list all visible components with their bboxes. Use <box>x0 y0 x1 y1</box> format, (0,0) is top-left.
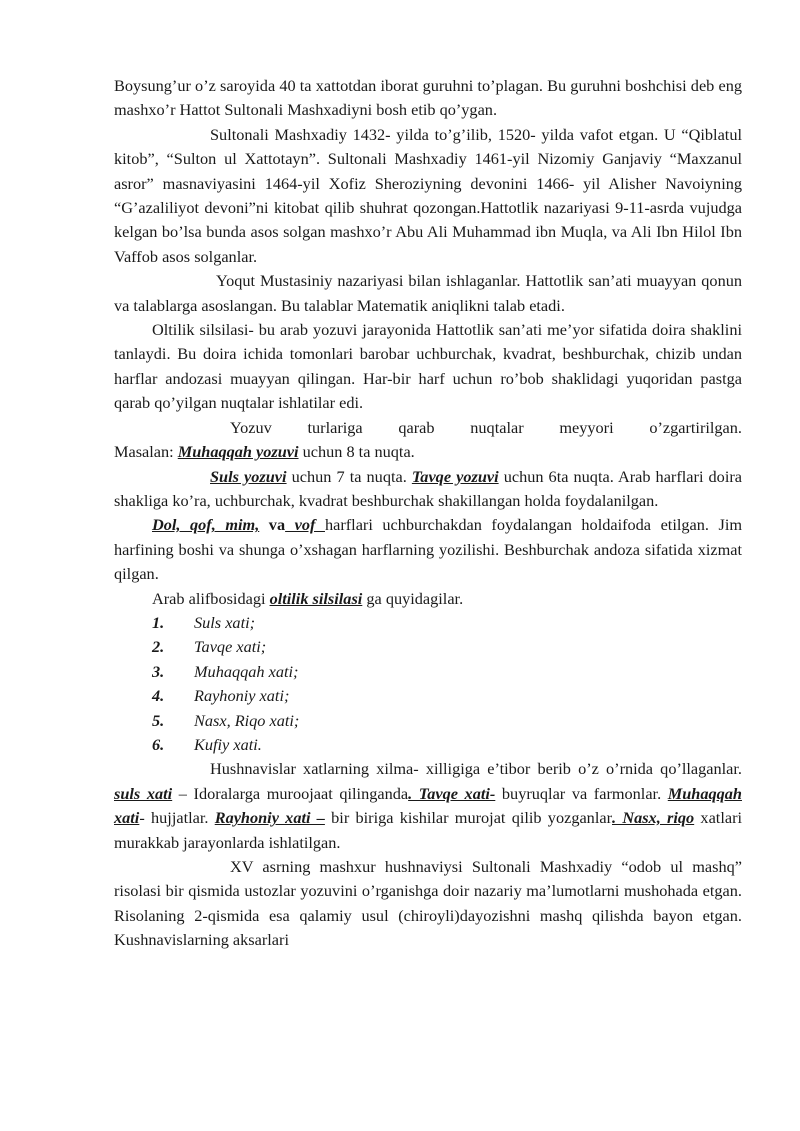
word-va: va <box>259 515 286 535</box>
paragraph-5 <box>114 416 742 465</box>
term-tavqe-yozuvi: Tavqe yozuvi <box>411 466 499 486</box>
paragraph-5-line-1: Yozuv turlariga qarab nuqtalar meyyori o’zgartirilgan. <box>230 417 742 437</box>
paragraph-8-pre: Arab alifbosidagi <box>152 588 270 608</box>
list-item <box>114 684 742 708</box>
list-item <box>114 660 742 684</box>
paragraph-1: Boysung’ur o’z saroyida 40 ta xattotdan iborat guruhni to’plagan. Bu guruhni boshchisi deb eng mashxo’r Hattot Sultonali Mashxadiyni bosh etib qo’ygan. <box>114 76 742 120</box>
list-text: Tavqe xati; <box>194 637 267 657</box>
term-dol-qof-mim: Dol, qof, mim, <box>152 515 260 535</box>
paragraph-9-seg-2: buyruqlar va farmonlar. <box>495 783 668 803</box>
paragraph-8 <box>114 587 742 611</box>
list-number: 4. <box>152 686 165 706</box>
paragraph-2: Sultonali Mashxadiy 1432- yilda to’g’ilib, 1520- yilda vafot etgan. U “Qiblatul kitob”, “Sulton ul Xattotayn”. Sultonali Mashxadiy 1461-yil Nizomiy Ganjaviy “Maxzanul asror” masnaviyasini 1464-yil Xofiz Sheroziyning devonini 1466- yil Alisher Navoiyning “G’azaliliyot devoni”ni kitobat qilib shuhrat qozongan.Hattotlik nazariyasi 9-11-asrda vujudga kelgan bo’lsa bunda asos solgan mashxo’r Abu Ali Muhammad ibn Muqla, va Ali Ibn Hilol Ibn Vaffob asos solganlar. <box>114 124 742 266</box>
document-page <box>114 74 742 953</box>
list-number: 1. <box>152 612 165 632</box>
paragraph-6-tail: uchun 6ta nuqta. Arab harflari doira shakliga ko’ra, uchburchak, kvadrat beshburchak shakillangan holda foydalanilgan. <box>114 466 742 510</box>
paragraph-9 <box>114 757 742 855</box>
masalan-label: Masalan: <box>114 442 178 462</box>
list-number: 3. <box>152 661 165 681</box>
paragraph-9-seg-1: – Idoralarga muroojaat qilinganda <box>172 783 409 803</box>
list-text: Rayhoniy xati; <box>194 686 290 706</box>
script-list <box>114 611 742 757</box>
list-number: 6. <box>152 734 165 754</box>
paragraph-4: Oltilik silsilasi- bu arab yozuvi jarayonida Hattotlik san’ati me’yor sifatida doira shaklini tanlaydi. Bu doira ichida tomonlari barobar uchburchak, kvadrat, beshburchak, chizib undan harflar andozasi muayyan qilingan. Har-bir harf uchun ro’bob shaklidagi yuqoridan pastga qarab qo’yilgan nuqtalar ishlatilar edi. <box>114 320 742 413</box>
term-suls-xati: suls xati <box>114 783 173 803</box>
paragraph-9-seg-4: bir biriga kishilar murojat qilib yozganlar <box>324 808 612 828</box>
paragraph-5-tail: uchun 8 ta nuqta. <box>298 442 415 462</box>
list-item <box>114 733 742 757</box>
list-item <box>114 635 742 659</box>
paragraph-10: XV asrning mashxur hushnaviysi Sultonali Mashxadiy “odob ul mashq” risolasi bir qismida ustozlar yozuvini o’rganishga doir nazariy ma’lumotlarni mushohada etgan. Risolaning 2-qismida esa qalamiy usul (chiroyli)dayozishni mashq qilishda bayon etgan. Kushnavislarning aksarlari <box>114 856 742 950</box>
term-muhaqqah-yozuvi: Muhaqqah yozuvi <box>177 442 299 462</box>
list-text: Muhaqqah xati; <box>194 661 299 681</box>
term-oltilik-silsilasi: oltilik silsilasi <box>269 588 363 608</box>
list-text: Nasx, Riqo xati; <box>194 710 300 730</box>
term-muhaqqah-xati: Muhaqqah xati <box>114 783 742 828</box>
paragraph-9-seg-5: xatlari murakkab jarayonlarda ishlatilgan. <box>114 808 743 852</box>
paragraph-6-mid: uchun 7 ta nuqta. <box>286 466 412 486</box>
paragraph-9-seg-3: - hujjatlar. <box>139 808 215 828</box>
paragraph-9-pre: Hushnavislar xatlarning xilma- xilligiga e’tibor berib o’z o’rnida qo’llaganlar. <box>210 759 742 779</box>
term-rayhoniy-xati: Rayhoniy xati – <box>214 808 325 828</box>
list-number: 5. <box>152 710 165 730</box>
list-number: 2. <box>152 637 165 657</box>
list-text: Suls xati; <box>194 612 256 632</box>
list-text: Kufiy xati. <box>194 734 262 754</box>
paragraph-8-tail: ga quyidagilar. <box>362 588 464 608</box>
paragraph-6 <box>114 465 742 514</box>
list-item <box>114 611 742 635</box>
paragraph-7 <box>114 513 742 586</box>
paragraph-3: Yoqut Mustasiniy nazariyasi bilan ishlaganlar. Hattotlik san’ati muayyan qonun va talablarga asoslangan. Bu talablar Matematik aniqlikni talab etadi. <box>114 271 742 315</box>
term-nasx-riqo: . Nasx, riqo <box>612 808 695 828</box>
term-tavqe-xati: . Tavqe xati- <box>408 783 496 803</box>
term-vof: vof <box>285 515 325 535</box>
list-item <box>114 709 742 733</box>
term-suls-yozuvi: Suls yozuvi <box>210 466 287 486</box>
paragraph-5-line-2 <box>114 440 742 464</box>
paragraph-7-tail: harflari uchburchakdan foydalangan holdaifoda etilgan. Jim harfining boshi va shunga o’xshagan harflarning yozilishi. Beshburchak andoza sifatida xizmat qilgan. <box>114 515 743 584</box>
